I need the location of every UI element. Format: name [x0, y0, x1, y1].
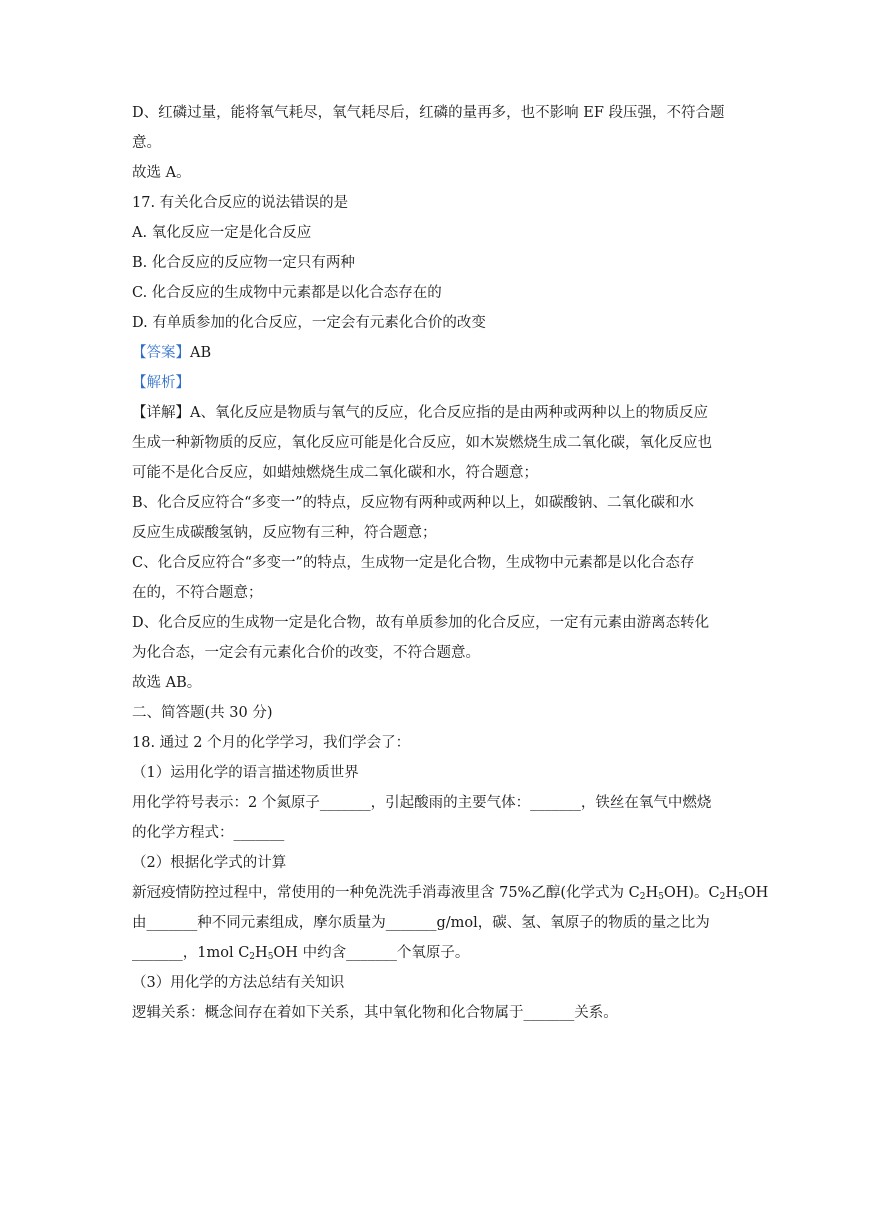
formula-line: 新冠疫情防控过程中，常使用的一种免洗洗手消毒液里含 75%乙醇(化学式为 $C_2H_5OH$)。$C_2H_5OH$ — [132, 885, 769, 902]
analysis-label: 【解析】 — [132, 375, 190, 391]
subquestion-1: （1）运用化学的语言描述物质世界 — [132, 765, 359, 781]
text-line: 可能不是化合反应，如蜡烛燃烧生成二氧化碳和水，符合题意； — [132, 465, 538, 481]
text-line: D、化合反应的生成物一定是化合物，故有单质参加的化合反应，一定有元素由游离态转化 — [132, 615, 710, 631]
analysis-heading — [132, 368, 752, 398]
text-line: 生成一种新物质的反应，氧化反应可能是化合反应，如木炭燃烧生成二氧化碳，氧化反应也 — [132, 435, 712, 451]
text-line: 由_______种不同元素组成，摩尔质量为_______g/mol，碳、氢、氧原子的物质的量之比为 — [132, 915, 710, 931]
text-line: 故选 A。 — [132, 165, 191, 181]
section-heading: 二、简答题(共 30 分) — [132, 705, 273, 721]
subquestion-3: （3）用化学的方法总结有关知识 — [132, 975, 345, 991]
text-line: 在的，不符合题意； — [132, 585, 263, 601]
answer-label: 【答案】 — [132, 345, 190, 361]
answer-value: AB — [190, 345, 212, 361]
option-b: B. 化合反应的反应物一定只有两种 — [132, 255, 355, 271]
text-line: 用化学符号表示：2 个氮原子_______，引起酸雨的主要气体：_______，铁丝在氧气中燃烧 — [132, 795, 712, 811]
option-d: D. 有单质参加的化合反应，一定会有元素化合价的改变 — [132, 315, 486, 331]
document-page — [132, 98, 769, 1028]
text-line: 反应生成碳酸氢钠，反应物有三种，符合题意； — [132, 525, 437, 541]
text-line: 逻辑关系：概念间存在着如下关系，其中氧化物和化合物属于_______关系。 — [132, 1005, 618, 1021]
text-line: 【详解】A、氧化反应是物质与氧气的反应，化合反应指的是由两种或两种以上的物质反应 — [132, 405, 708, 421]
option-a: A. 氧化反应一定是化合反应 — [132, 225, 312, 241]
text-line: 为化合态，一定会有元素化合价的改变，不符合题意。 — [132, 645, 480, 661]
text-line: 意。 — [132, 135, 161, 151]
formula-line: _______，1mol $C_2H_5OH$ 中约含_______个氧原子。 — [132, 945, 470, 962]
text-line: 故选 AB。 — [132, 675, 202, 691]
text-line: D、红磷过量，能将氧气耗尽，氧气耗尽后，红磷的量再多，也不影响 EF 段压强，不符合题 — [132, 105, 725, 121]
question-18-stem: 18. 通过 2 个月的化学学习，我们学会了： — [132, 735, 411, 751]
question-17-stem: 17. 有关化合反应的说法错误的是 — [132, 195, 349, 211]
subquestion-2: （2）根据化学式的计算 — [132, 855, 287, 871]
option-c: C. 化合反应的生成物中元素都是以化合态存在的 — [132, 285, 442, 301]
text-line: B、化合反应符合“多变一”的特点，反应物有两种或两种以上，如碳酸钠、二氧化碳和水 — [132, 495, 694, 511]
text-line: 的化学方程式：_______ — [132, 825, 285, 841]
answer-line — [132, 338, 752, 368]
text-line: C、化合反应符合“多变一”的特点，生成物一定是化合物，生成物中元素都是以化合态存 — [132, 555, 695, 571]
